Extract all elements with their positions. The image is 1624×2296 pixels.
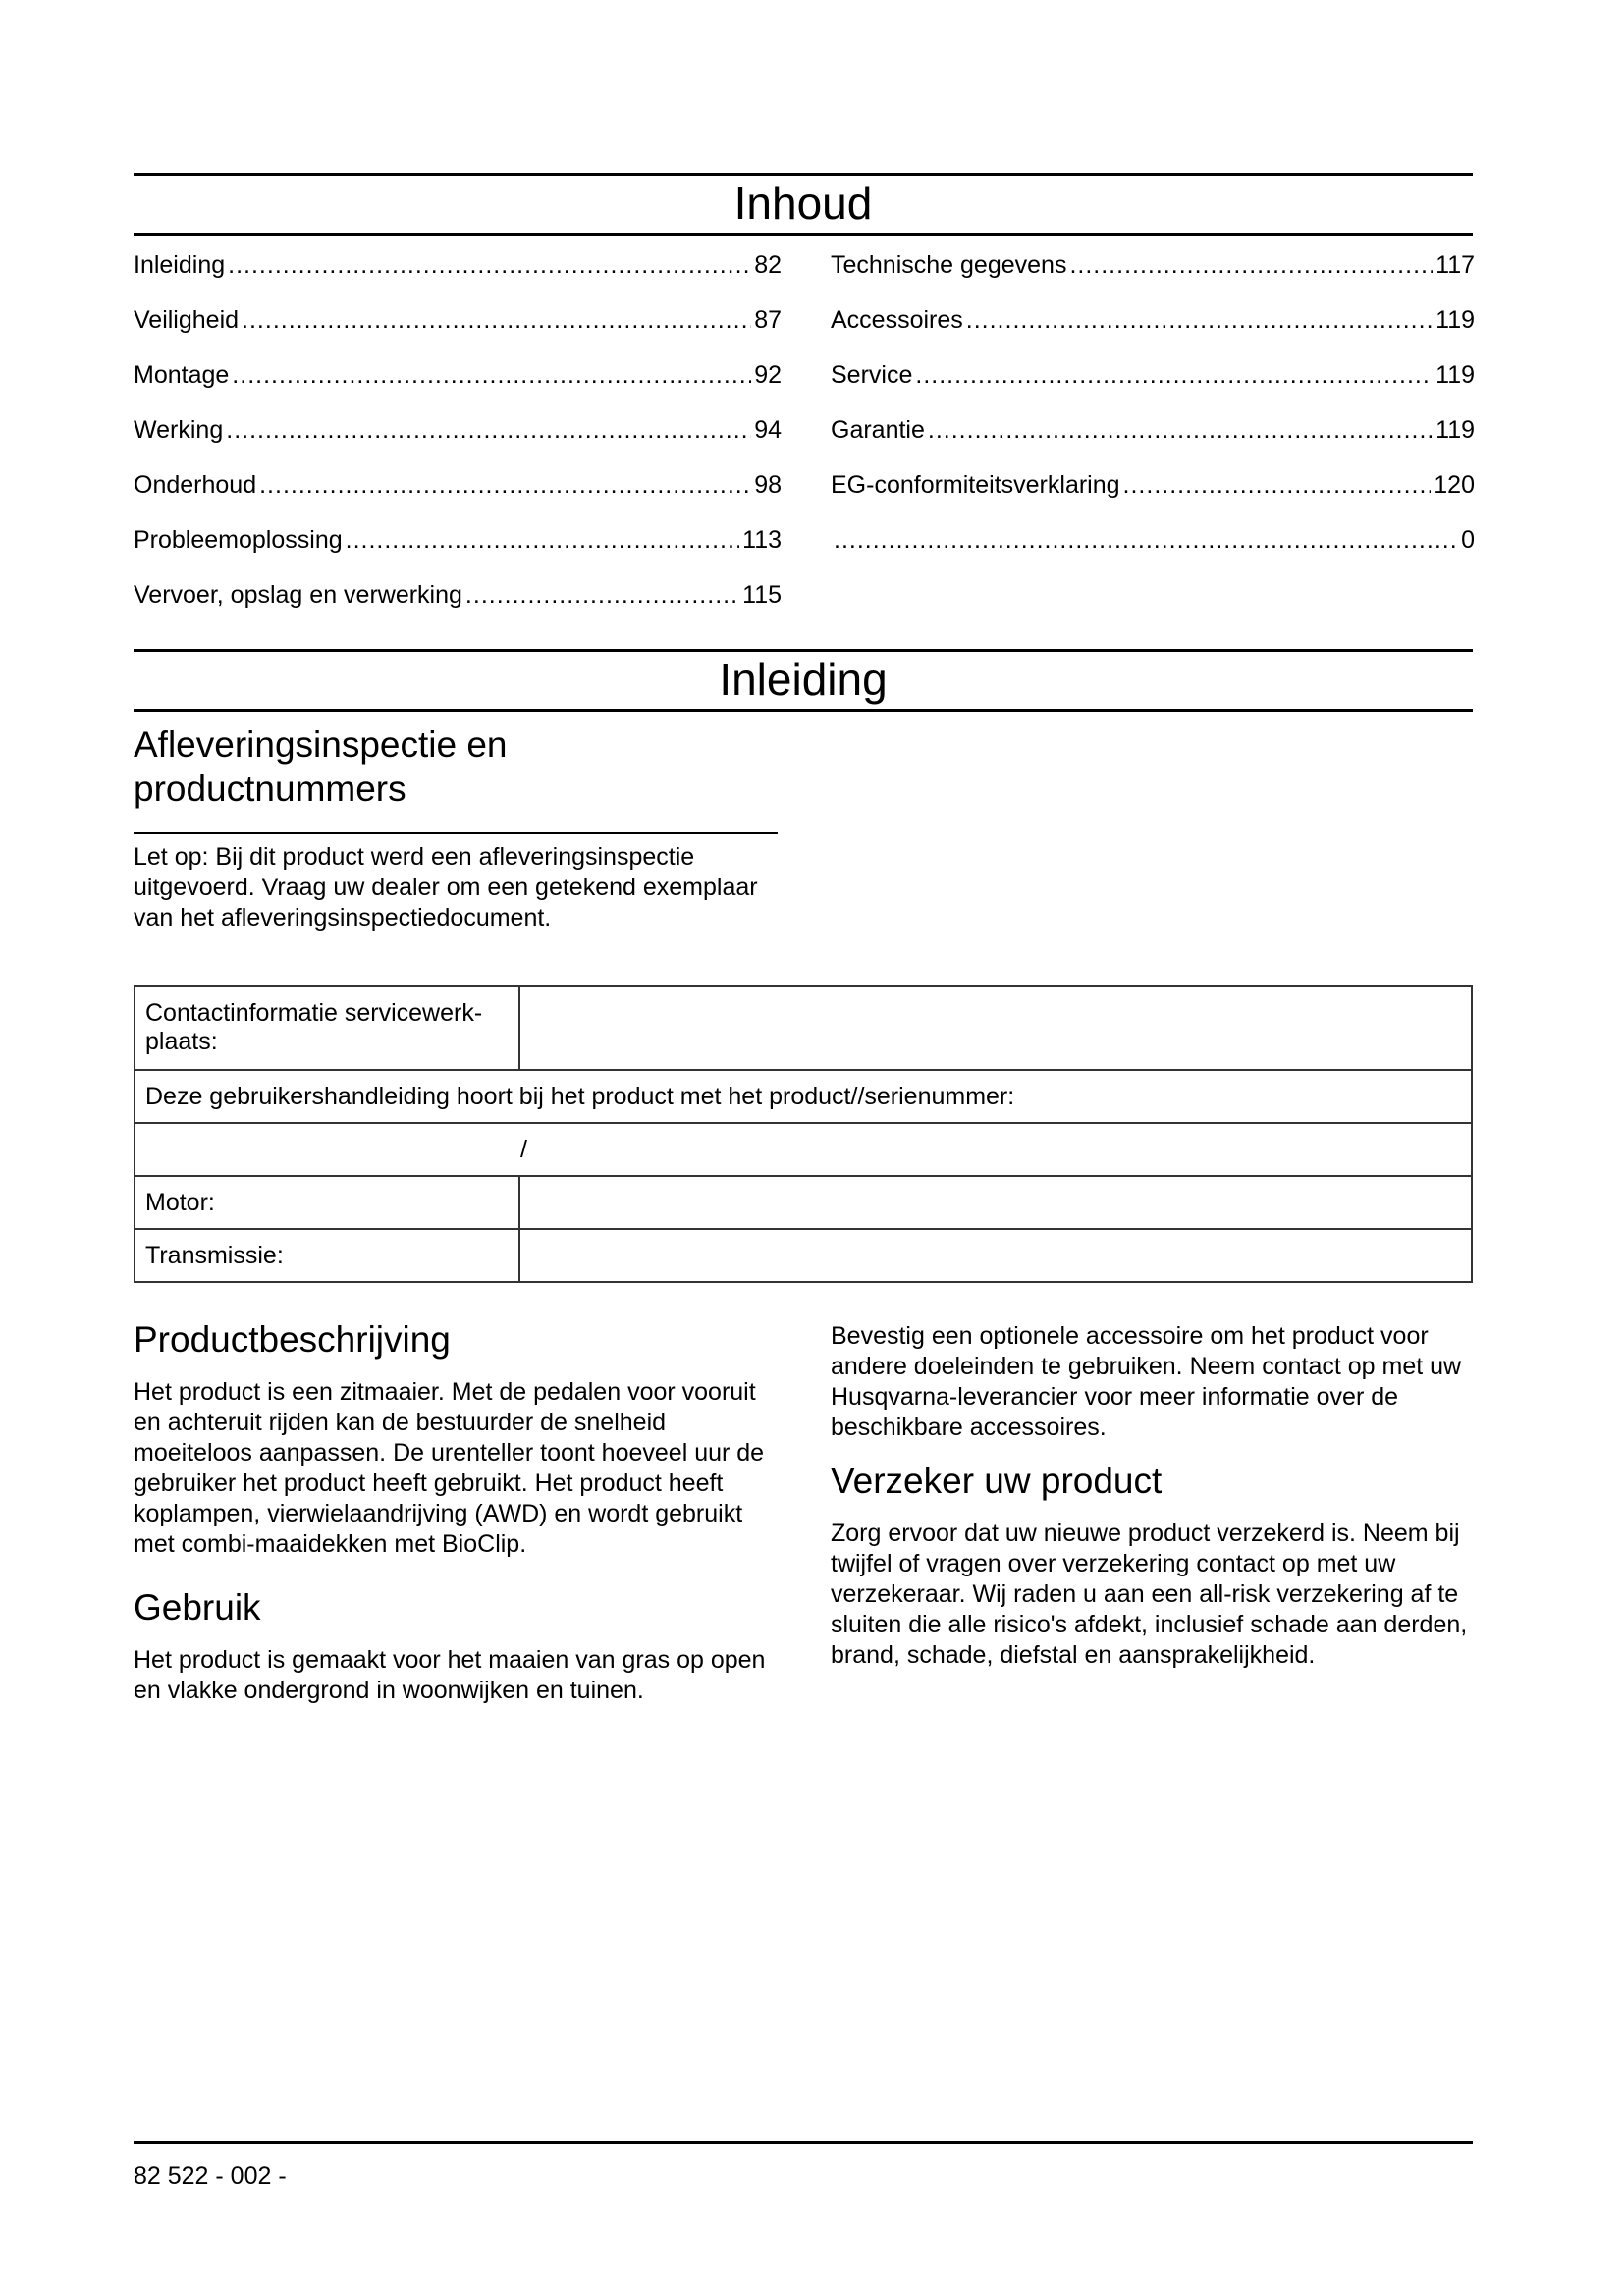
toc-entry-page: 119 xyxy=(1435,361,1475,389)
description-heading: Productbeschrijving xyxy=(134,1319,451,1360)
inspection-heading: Afleveringsinspectie en productnummers xyxy=(134,724,508,809)
toc-title: Inhoud xyxy=(134,173,1473,236)
toc-entry-label: Garantie xyxy=(831,416,925,444)
toc-entry-page: 0 xyxy=(1461,526,1475,554)
toc-entry-label: Accessoires xyxy=(831,306,963,334)
toc-entry-page: 119 xyxy=(1435,306,1475,334)
toc-leader-dots xyxy=(226,414,751,446)
toc-left-column xyxy=(134,249,782,634)
toc-entry[interactable] xyxy=(831,249,1475,304)
toc-entry[interactable] xyxy=(134,249,782,304)
table-row xyxy=(135,1176,1472,1229)
toc-entry-label: Veiligheid xyxy=(134,306,240,334)
accessories-text: Bevestig een optionele accessoire om het product voor andere doeleinden te gebruiken. Neem contact op met uw Husqvarna-leverancier voor meer informatie over de beschikbare accessoires. xyxy=(831,1322,1462,1441)
toc-entry[interactable] xyxy=(831,359,1475,414)
toc-entry-page: 115 xyxy=(742,581,782,609)
toc-entry-label: Montage xyxy=(134,361,230,389)
product-info-table xyxy=(134,985,1473,1283)
toc-entry[interactable] xyxy=(134,579,782,634)
contact-label: Contactinformatie servicewerk-plaats: xyxy=(135,986,519,1070)
insure-text: Zorg ervoor dat uw nieuwe product verzekerd is. Neem bij twijfel of vragen over verzekering contact op met uw verzekeraar. Wij raden u aan een all-risk verzekering af te sluiten die alle risico's afdekt, inclusief schade aan derden, brand, schade, diefstal en aansprakelijkheid. xyxy=(831,1520,1468,1669)
serial-separator: / xyxy=(520,1135,527,1163)
toc-entry-label: Vervoer, opslag en verwerking xyxy=(134,581,462,609)
toc-entry-page: 87 xyxy=(754,306,782,334)
serial-sentence: Deze gebruikershandleiding hoort bij het product met het product//serienummer: xyxy=(135,1070,1472,1123)
serial-number-field xyxy=(135,1123,1472,1176)
manual-page xyxy=(134,0,1473,2296)
toc-entry[interactable] xyxy=(831,304,1475,359)
toc-entry-page: 117 xyxy=(1435,251,1475,279)
toc-entry[interactable] xyxy=(134,414,782,469)
section-title: Inleiding xyxy=(134,649,1473,712)
toc-leader-dots xyxy=(228,249,751,281)
page-footer: 82 522 - 002 - xyxy=(134,2163,287,2190)
toc-leader-dots xyxy=(966,304,1433,336)
contact-value xyxy=(519,986,1472,1070)
toc-leader-dots xyxy=(928,414,1433,446)
toc-entry-page: 113 xyxy=(742,526,782,554)
toc-entry[interactable] xyxy=(831,524,1475,579)
left-text-column xyxy=(134,1317,782,1706)
toc-entry-page: 98 xyxy=(754,471,782,499)
toc-entry-label: Service xyxy=(831,361,913,389)
table-row xyxy=(135,986,1472,1070)
toc-leader-dots xyxy=(834,524,1458,556)
toc-entry-label: Probleemoplossing xyxy=(134,526,343,554)
insure-heading: Verzeker uw product xyxy=(831,1461,1163,1501)
toc-entry[interactable] xyxy=(134,304,782,359)
toc-entry-label: Werking xyxy=(134,416,224,444)
toc-leader-dots xyxy=(232,359,751,391)
toc-entry[interactable] xyxy=(134,524,782,579)
table-row xyxy=(135,1123,1472,1176)
toc-leader-dots xyxy=(1069,249,1433,281)
toc-entry-page: 82 xyxy=(754,251,782,279)
toc-leader-dots xyxy=(346,524,740,556)
transmission-value xyxy=(519,1229,1472,1282)
toc-leader-dots xyxy=(1123,469,1432,501)
toc-entry-label: Inleiding xyxy=(134,251,226,279)
inspection-note: Let op: Bij dit product werd een afleveringsinspectie uitgevoerd. Vraag uw dealer om een getekend exemplaar van het afleveringsinspectiedocument. xyxy=(134,843,758,932)
toc-entry-page: 120 xyxy=(1434,471,1475,499)
toc-entry[interactable] xyxy=(134,359,782,414)
toc-entry-page: 94 xyxy=(754,416,782,444)
toc-entry-label: Technische gegevens xyxy=(831,251,1067,279)
toc-entry-page: 92 xyxy=(754,361,782,389)
description-text: Het product is een zitmaaier. Met de pedalen voor vooruit en achteruit rijden kan de bestuurder de snelheid moeiteloos aanpassen. De urenteller toont hoeveel uur de gebruiker het product heeft gebruikt. Het product heeft koplampen, vierwielaandrijving (AWD) en wordt gebruikt met combi-maaidekken met BioClip. xyxy=(134,1378,765,1558)
toc-leader-dots xyxy=(915,359,1433,391)
toc-leader-dots xyxy=(259,469,751,501)
toc-leader-dots xyxy=(465,579,739,611)
footer-divider xyxy=(134,2141,1473,2144)
toc-entry[interactable] xyxy=(831,414,1475,469)
motor-label: Motor: xyxy=(135,1176,519,1229)
transmission-label: Transmissie: xyxy=(135,1229,519,1282)
table-row xyxy=(135,1229,1472,1282)
toc-entry-label: Onderhoud xyxy=(134,471,257,499)
use-heading: Gebruik xyxy=(134,1587,261,1628)
divider xyxy=(134,832,778,834)
toc-entry-page: 119 xyxy=(1435,416,1475,444)
toc-entry-label: EG-conformiteitsverklaring xyxy=(831,471,1120,499)
toc-entry[interactable] xyxy=(134,469,782,524)
table-row xyxy=(135,1070,1472,1123)
toc-entry[interactable] xyxy=(831,469,1475,524)
use-text: Het product is gemaakt voor het maaien van gras op open en vlakke ondergrond in woonwijken en tuinen. xyxy=(134,1646,766,1704)
motor-value xyxy=(519,1176,1472,1229)
right-text-column xyxy=(831,1321,1473,1671)
toc-leader-dots xyxy=(242,304,751,336)
toc-right-column xyxy=(831,249,1475,579)
